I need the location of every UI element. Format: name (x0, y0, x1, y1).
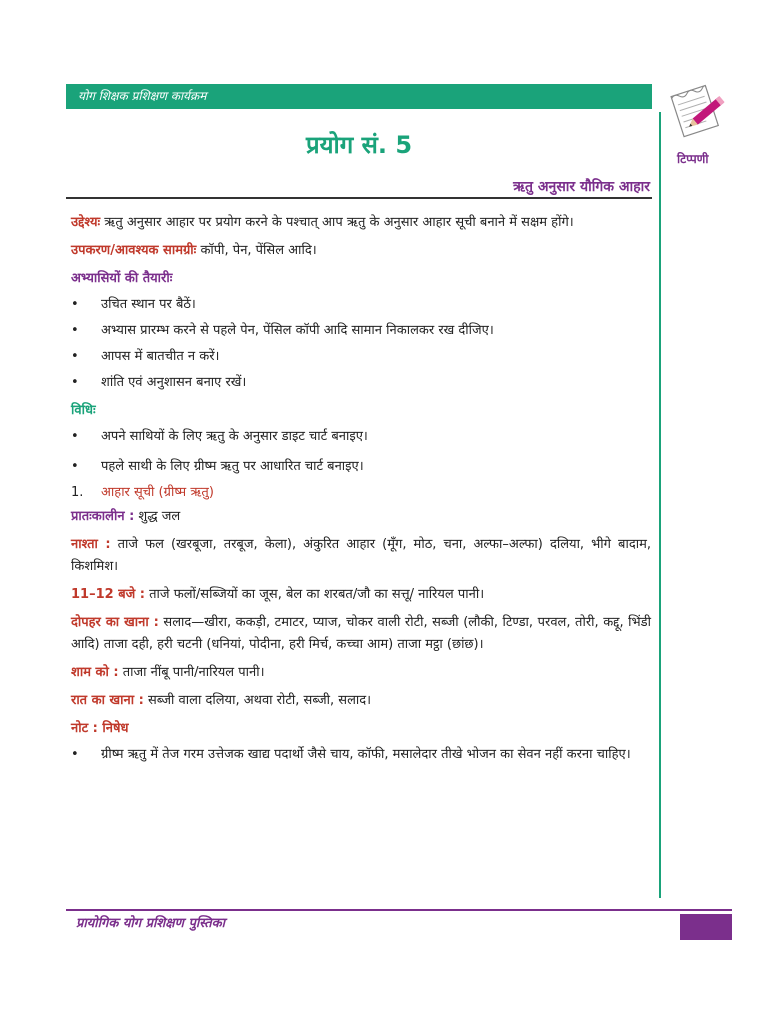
note-list (71, 744, 651, 766)
bullet: • (71, 747, 79, 762)
diet-midmorning (71, 584, 651, 606)
page-subtitle: ऋतु अनुसार यौगिक आहार (513, 179, 650, 195)
note-pencil-icon (665, 80, 729, 140)
diet-breakfast (71, 534, 651, 578)
list-item (71, 320, 651, 342)
diet-breakfast-label: नाश्ता : (71, 537, 111, 552)
list-item-text: अभ्यास प्रारम्भ करने से पहले पेन, पेंसिल कॉपी आदि सामान निकालकर रख दीजिए। (101, 323, 494, 338)
diet-dinner-label: रात का खाना : (71, 693, 144, 708)
header-bar (66, 84, 652, 109)
bullet: • (71, 429, 79, 444)
diet-morning-text: शुद्ध जल (134, 509, 181, 524)
diet-dinner-text: सब्जी वाला दलिया, अथवा रोटी, सब्जी, सलाद। (143, 693, 372, 708)
objective-label: उद्देश्यः (71, 215, 101, 230)
margin-divider (659, 112, 661, 898)
list-item-text: उचित स्थान पर बैठें। (101, 297, 196, 312)
objective-paragraph (71, 212, 651, 234)
notes-label: टिप्पणी (677, 152, 709, 166)
diet-midmorning-text: ताजे फलों/सब्जियों का जूस, बेल का शरबत/जौ का सत्तू/ नारियल पानी। (145, 587, 485, 602)
list-item-text: शांति एवं अनुशासन बनाए रखें। (101, 375, 247, 390)
diet-evening-text: ताजा नींबू पानी/नारियल पानी। (118, 665, 265, 680)
diet-lunch-text: सलाद—खीरा, ककड़ी, टमाटर, प्याज, चोकर वाली रोटी, सब्जी (लौकी, टिण्डा, परवल, तोरी, कद्दू, भिंडी आदि) ताजा दही, हरी चटनी (धनियां, पोदीना, हरी मिर्च, कच्चा आम) ताजा मट्ठा (छांछ)। (71, 615, 651, 652)
bullet: • (71, 349, 79, 364)
list-item (71, 744, 651, 766)
bullet: • (71, 459, 79, 474)
section-number: 1. (71, 485, 84, 500)
preparation-list (71, 294, 651, 394)
preparation-heading: अभ्यासियों की तैयारीः (71, 271, 173, 286)
method-list (71, 426, 651, 478)
diet-lunch-label: दोपहर का खाना : (71, 615, 159, 630)
bullet: • (71, 297, 79, 312)
section-heading (71, 482, 651, 504)
section-title: आहार सूची (ग्रीष्म ऋतु) (101, 485, 214, 500)
list-item-text: ग्रीष्म ऋतु में तेज गरम उत्तेजक खाद्य पदार्थो जैसे चाय, कॉफी, मसालेदार तीखे भोजन का सेवन नहीं करना चाहिए। (101, 747, 631, 762)
list-item (71, 372, 651, 394)
materials-label: उपकरण/आवश्यक सामग्रीः (71, 243, 197, 258)
diet-breakfast-text: ताजे फल (खरबूजा, तरबूज, केला), अंकुरित आहार (मूँग, मोठ, चना, अल्फा–अल्फा) दलिया, भीगे बादाम, किशमिश। (71, 537, 652, 574)
list-item-text: अपने साथियों के लिए ऋतु के अनुसार डाइट चार्ट बनाइए। (101, 429, 368, 444)
diet-morning (71, 506, 651, 528)
bullet: • (71, 375, 79, 390)
list-item-text: पहले साथी के लिए ग्रीष्म ऋतु पर आधारित चार्ट बनाइए। (101, 459, 364, 474)
page-title: प्रयोग सं. 5 (305, 131, 413, 159)
materials-text: कॉपी, पेन, पेंसिल आदि। (196, 243, 317, 258)
footer-title: प्रायोगिक योग प्रशिक्षण पुस्तिका (76, 916, 226, 931)
list-item (71, 294, 651, 316)
diet-lunch (71, 612, 651, 656)
page-number-block (680, 914, 732, 940)
materials-paragraph (71, 240, 651, 262)
program-title: योग शिक्षक प्रशिक्षण कार्यक्रम (78, 89, 207, 103)
list-item (71, 456, 651, 478)
method-heading: विधिः (71, 403, 96, 418)
diet-morning-label: प्रातःकालीन : (71, 509, 135, 524)
bullet: • (71, 323, 79, 338)
content-body (71, 212, 651, 770)
list-item-text: आपस में बातचीत न करें। (101, 349, 220, 364)
footer-rule (66, 909, 732, 911)
diet-evening-label: शाम को : (71, 665, 119, 680)
diet-evening (71, 662, 651, 684)
diet-midmorning-label: 11–12 बजे : (71, 587, 146, 602)
list-item (71, 346, 651, 368)
diet-dinner (71, 690, 651, 712)
note-heading: नोट : निषेध (71, 721, 129, 736)
objective-text: ऋतु अनुसार आहार पर प्रयोग करने के पश्चात् आप ऋतु के अनुसार आहार सूची बनाने में सक्षम होंगे। (100, 215, 574, 230)
list-item (71, 426, 651, 448)
title-rule (66, 197, 652, 199)
